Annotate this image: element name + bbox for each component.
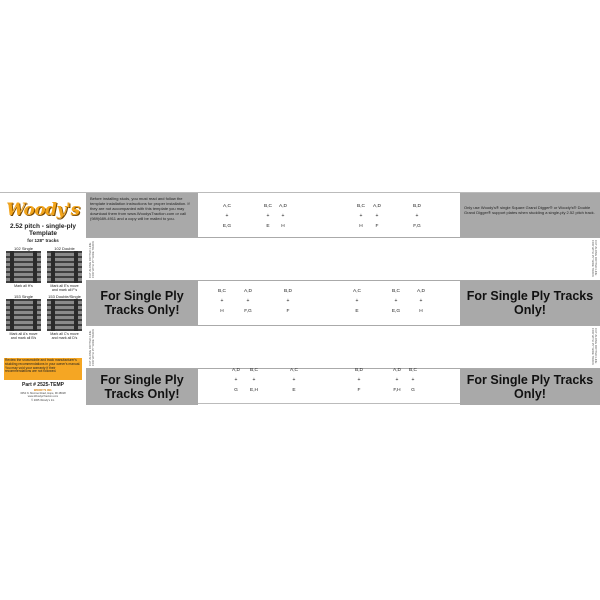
stud-mark-bottom: E,H: [250, 388, 258, 393]
track-caption: Mark all C's move and mark all D's: [50, 332, 79, 340]
stud-mark-bottom: E: [292, 388, 296, 393]
stud-mark-bottom: F,H: [393, 388, 401, 393]
part-number: Part # 2525-TEMP: [22, 382, 64, 388]
track-item: [6, 246, 41, 292]
template-sheet: [0, 192, 600, 404]
left-info-panel: [0, 193, 87, 405]
stud-mark-top: A,C: [223, 204, 231, 209]
track-caption: Mark all A's move and mark all B's: [9, 332, 38, 340]
template-line: Template: [28, 230, 58, 237]
stud-mark: [366, 204, 388, 229]
track-item: [47, 294, 82, 340]
woodys-logo: [6, 199, 80, 221]
stud-mark-top: A,D: [279, 204, 287, 209]
company-footer: [0, 389, 86, 402]
stud-mark-top: B,D: [413, 204, 421, 209]
stud-mark-bottom: E,G: [391, 309, 401, 314]
stud-mark-bottom: F: [286, 309, 290, 314]
stud-mark: [283, 368, 305, 393]
cut-label: CUT ALONG DOTTED LINE FOR WITH 15" WIDE TRACK: [88, 329, 96, 366]
stud-position-marker: +: [355, 298, 359, 304]
stud-mark-top: B,D: [284, 289, 292, 294]
stud-position-marker: +: [359, 213, 363, 219]
stud-position-marker: +: [415, 213, 419, 219]
stud-mark-bottom: F,G: [244, 309, 252, 314]
stud-position-marker: +: [252, 377, 256, 383]
stud-mark-bottom: G: [411, 388, 415, 393]
stud-mark-top: A,D: [232, 368, 240, 373]
stud-mark: [211, 289, 233, 314]
single-ply-block-right-2: [460, 369, 600, 405]
track-diagram-grid: [6, 246, 82, 342]
cut-strip-2: [86, 325, 600, 369]
single-ply-notice: For Single Ply Tracks Only!: [466, 373, 594, 401]
stud-mark-top: A,D: [244, 289, 252, 294]
single-ply-notice: For Single Ply Tracks Only!: [466, 289, 594, 317]
stud-mark: [272, 204, 294, 229]
stud-position-marker: +: [394, 298, 398, 304]
support-plate-note: Only use Woody's® single Square Grand Digger® or Woody's® Double Grand Digger® support plates when studding a single-ply 2.52 pitch track.: [464, 205, 595, 215]
stud-position-marker: +: [395, 377, 399, 383]
stud-mark-bottom: H: [220, 309, 224, 314]
stud-mark-top: B,C: [409, 368, 417, 373]
stud-mark-bottom: F: [357, 388, 361, 393]
stud-mark-top: A,C: [353, 289, 361, 294]
track-image: [47, 299, 82, 331]
cut-strip-1: [86, 237, 600, 281]
stud-position-marker: +: [375, 213, 379, 219]
stud-position-marker: +: [220, 298, 224, 304]
stud-mark-bottom: F,G: [413, 224, 421, 229]
track-image: [6, 299, 41, 331]
stud-mark: [406, 204, 428, 229]
stud-mark: [277, 289, 299, 314]
stud-mark-bottom: E: [355, 309, 359, 314]
company-website: www.WoodysTraction.com: [27, 395, 59, 399]
track-label: 153 Single: [14, 294, 33, 299]
single-ply-block-left-2: [86, 369, 198, 405]
stud-mark-bottom: F: [375, 224, 379, 229]
track-item: [6, 294, 41, 340]
stud-position-marker: +: [266, 213, 270, 219]
stud-mark-top: B,D: [355, 368, 363, 373]
stud-mark-top: B,C: [218, 289, 226, 294]
stud-position-marker: +: [292, 377, 296, 383]
company-address: 3054 N. Monroe Road, Hope, MI 48628: [20, 392, 66, 396]
stud-mark-top: B,C: [392, 289, 400, 294]
track-caption: Mark all H's: [14, 284, 33, 288]
stud-position-marker: +: [234, 377, 238, 383]
single-ply-block-left: [86, 281, 198, 325]
track-image: [6, 251, 41, 283]
stud-mark-top: A,D: [393, 368, 401, 373]
stud-position-marker: +: [225, 213, 229, 219]
stud-mark-top: A,C: [290, 368, 298, 373]
stud-mark: [346, 289, 368, 314]
stud-mark-bottom: E: [266, 224, 270, 229]
track-caption: Mark all E's move and mark all F's: [50, 284, 79, 292]
track-item: [47, 246, 82, 292]
stud-mark: [348, 368, 370, 393]
instructions-block: [86, 193, 198, 237]
single-ply-notice: For Single Ply Tracks Only!: [100, 289, 184, 317]
track-label: 102 Double: [54, 246, 75, 251]
cut-label: CUT ALONG DOTTED LINE FOR WITH 15" WIDE TRACK: [590, 240, 598, 277]
stud-mark-bottom: H: [419, 309, 423, 314]
stud-position-marker: +: [419, 298, 423, 304]
cut-label: CUT ALONG DOTTED LINE FOR WITH 15" WIDE TRACK: [88, 241, 96, 278]
stud-mark-top: A,D: [417, 289, 425, 294]
pitch-line: 2.52 pitch - single-ply: [9, 223, 77, 230]
template-title: [0, 223, 86, 237]
stud-mark-top: B,C: [250, 368, 258, 373]
logo-text: Woody's: [6, 200, 80, 220]
stud-mark: [402, 368, 424, 393]
stud-position-marker: +: [246, 298, 250, 304]
track-label: 102 Single: [14, 246, 33, 251]
copyright: © 2005 Woody's Inc.: [31, 398, 55, 402]
stud-mark: [216, 204, 238, 229]
install-instructions: Before installing studs, you must read and follow the template installation instructions for proper installation. If they are not accompanied with this template you may download them from www.WoodysTraction.com or call (989)689-4911 and a copy will be mailed to you.: [90, 196, 190, 221]
stud-position-marker: +: [357, 377, 361, 383]
stud-mark-top: B,C: [264, 204, 272, 209]
stud-mark-bottom: G: [234, 388, 238, 393]
stud-mark: [237, 289, 259, 314]
warranty-warning: Review the snowmobile and track manufacturer's studding recommendations in your owner's manual. You may void your warranty if their recommendations are not followed.: [4, 358, 82, 380]
single-ply-notice: For Single Ply Tracks Only!: [100, 373, 184, 401]
stud-position-marker: +: [286, 298, 290, 304]
stud-mark: [410, 289, 432, 314]
cut-label: CUT ALONG DOTTED LINE FOR WITH 15" WIDE TRACK: [590, 328, 598, 365]
single-ply-block-right: [460, 281, 600, 325]
stud-position-marker: +: [281, 213, 285, 219]
stud-mark-bottom: H: [359, 224, 363, 229]
track-image: [47, 251, 82, 283]
stud-mark: [385, 289, 407, 314]
stud-position-marker: +: [411, 377, 415, 383]
stud-mark-top: A,D: [373, 204, 381, 209]
stud-mark-bottom: H: [281, 224, 285, 229]
support-plate-note-block: [460, 193, 600, 237]
stud-mark-bottom: E,G: [222, 224, 232, 229]
stud-mark: [243, 368, 265, 393]
stud-mark-top: B,C: [357, 204, 365, 209]
tracks-length-line: for 128" tracks: [27, 238, 59, 243]
company-name: WOODY'S INC.: [33, 389, 53, 392]
track-label: 153 Double/Single: [48, 294, 81, 299]
